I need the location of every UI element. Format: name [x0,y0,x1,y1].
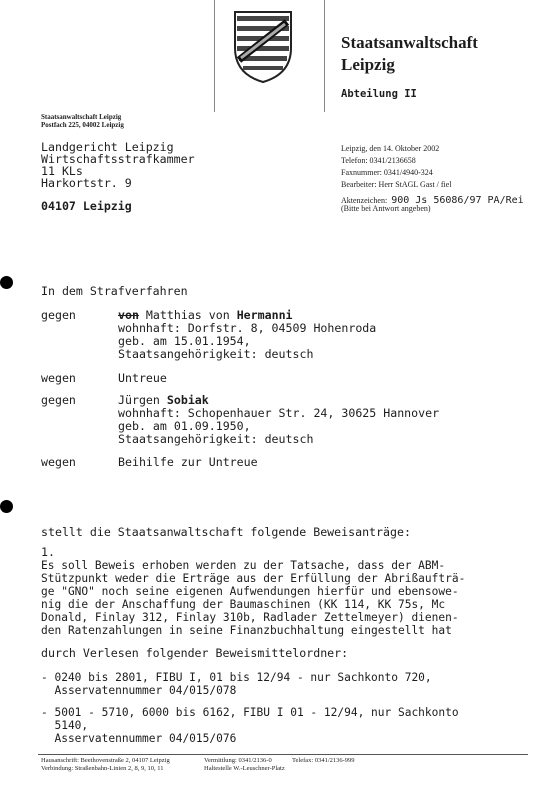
footer-fax: Telefax: 0341/2136-999 [292,757,355,764]
evidence-item1-line2: Asservatennummer 04/015/078 [41,684,237,697]
org-name-line1: Staatsanwaltschaft [341,33,478,52]
evidence-item2-line2: 5140, [41,719,89,732]
paragraph-line1: Es soll Beweis erhoben werden zu der Tatsache, dass der ABM- [41,559,446,572]
recipient-line5: 04107 Leipzig [41,199,132,213]
wegen2-charge: Beihilfe zur Untreue [118,455,258,469]
recipient-line3: 11 KLs [41,164,83,178]
statement: stellt die Staatsanwaltschaft folgende Beweisanträge: [41,525,411,539]
fax: Faxnummer: 0341/4940-324 [341,168,433,177]
intro: In dem Strafverfahren [41,284,188,298]
sender-line2: Postfach 225, 04002 Leipzig [41,121,124,129]
paragraph-line3: ge "GNO" noch seine eigenen Aufwendungen hierfür und ebensowe- [41,585,459,598]
evidence-item2-line1: - 5001 - 5710, 6000 bis 6162, FIBU I 01 - 12/94, nur Sachkonto [41,706,459,719]
footer-address: Hausanschrift: Beethovenstraße 2, 04107 Leipzig [41,757,170,764]
accused2-nationality: Staatsangehörigkeit: deutsch [118,432,314,446]
paragraph-line4: nig die der Anschaffung der Baumaschinen (KK 114, KK 75s, Mc [41,598,446,611]
paragraph-line5: Donald, Finlay 312, Finlay 310b, Radlader Zettelmeyer) dienen- [41,611,459,624]
accused2-born: geb. am 01.09.1950, [118,419,251,433]
gegen2-label: gegen [41,393,76,407]
sender-line1: Staatsanwaltschaft Leipzig [41,113,122,121]
letter-date: Leipzig, den 14. Oktober 2002 [341,144,440,153]
recipient-line2: Wirtschaftsstrafkammer [41,152,195,166]
file-note: (Bitte bei Antwort angeben) [341,204,431,213]
footer-stop: Haltestelle W.-Leuschner-Platz [204,765,285,772]
wegen1-charge: Untreue [118,371,167,385]
footer-transit: Verbindung: Straßenbahn-Linien 2, 8, 9, 10, 11 [41,765,164,772]
file-number: 900 Js 56086/97 PA/Rei [391,195,524,206]
point-number: 1. [41,545,55,559]
accused1-address: wohnhaft: Dorfstr. 8, 04509 Hohenroda [118,321,377,335]
footer-exchange: Vermittlung: 0341/2136-0 [204,757,272,764]
org-name-line2: Leipzig [341,55,395,74]
accused2-first: Jürgen [118,393,167,407]
accused1-born: geb. am 15.01.1954, [118,334,251,348]
footer-rule [38,754,528,755]
punch-hole-bottom [0,500,13,513]
accused1-prefix: von [118,308,139,322]
paragraph-line6: den Ratenzahlungen in seine Finanzbuchhaltung eingestellt hat [41,624,452,637]
wegen1-label: wegen [41,371,76,385]
coat-of-arms-emblem [231,8,295,84]
accused1-surname: Hermanni [236,308,293,322]
accused1-nationality: Staatsangehörigkeit: deutsch [118,347,314,361]
file-label: Aktenzeichen: [341,196,388,205]
accused1-given: Matthias von [138,308,237,322]
evidence-item2-line3: Asservatennummer 04/015/076 [41,732,237,745]
evidence-intro: durch Verlesen folgender Beweismittelordner: [41,646,349,660]
department: Abteilung II [341,88,417,100]
accused2-surname: Sobiak [166,393,209,407]
recipient-line1: Landgericht Leipzig [41,140,174,154]
wegen2-label: wegen [41,455,76,469]
recipient-line4: Harkortstr. 9 [41,176,132,190]
paragraph-line2: Stützpunkt weder die Erträge aus der Erfüllung der Abrißaufträ- [41,572,466,585]
handler: Bearbeiter: Herr StAGL Gast / fiel [341,180,452,189]
phone: Telefon: 0341/2136658 [341,156,416,165]
punch-hole-top [0,276,13,289]
evidence-item1-line1: - 0240 bis 2801, FIBU I, 01 bis 12/94 - nur Sachkonto 720, [41,671,432,684]
fold-line-left [214,0,215,112]
gegen1-label: gegen [41,308,76,322]
fold-line-right [324,0,325,112]
accused2-address: wohnhaft: Schopenhauer Str. 24, 30625 Hannover [118,406,440,420]
